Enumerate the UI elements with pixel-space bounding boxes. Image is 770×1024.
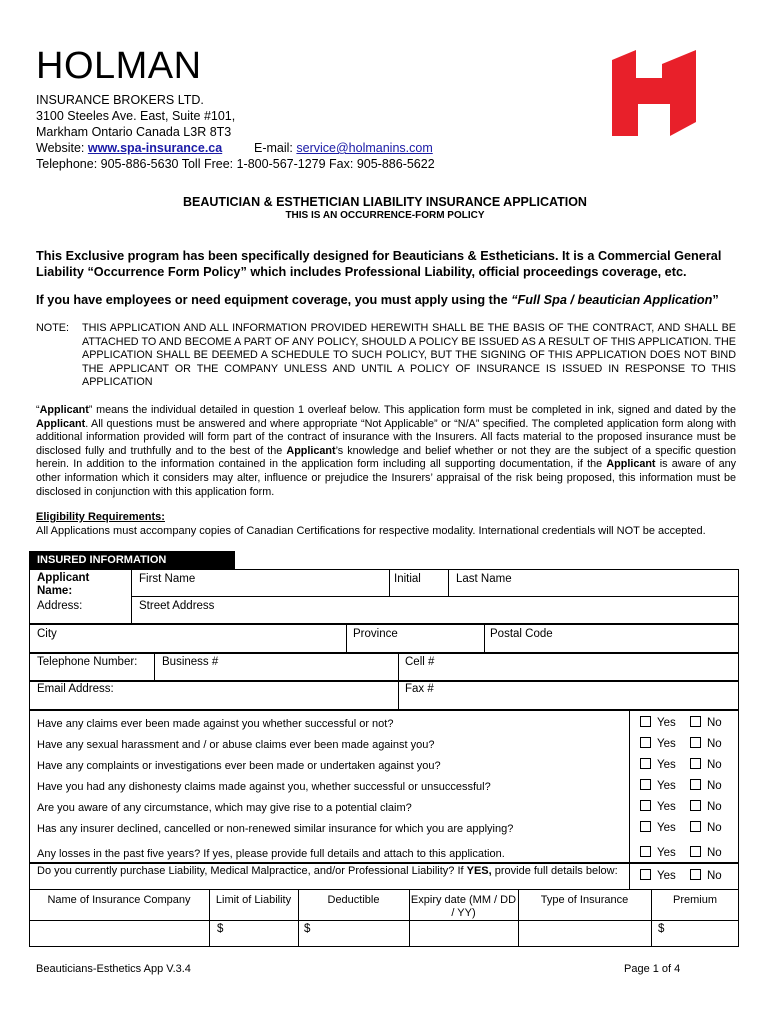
col-deductible-header: Deductible xyxy=(327,894,380,906)
limit-currency: $ xyxy=(217,923,224,935)
checkbox-icon xyxy=(690,846,701,857)
def-bold: Applicant xyxy=(39,404,89,416)
no-checkbox[interactable] xyxy=(690,869,722,882)
intro-employees xyxy=(36,292,736,308)
yes-label: Yes xyxy=(657,759,676,771)
holman-logo-icon xyxy=(612,50,696,136)
def-part: . All questions must be answered and where appropriate “Not Applicable” or “N/A” specified. The completed application form along with additional information provided will form part of the contract of insurance with the Insurers. All facts material to the proposed insurance must be disclosed fully and truthfully and to the best of the xyxy=(36,417,736,457)
intro-paragraph: This Exclusive program has been specifically designed for Beauticians & Estheticians. It is a Commercial General Liability “Occurrence Form Policy” which includes Professional Liability, official proceedings coverage, etc. xyxy=(36,249,722,279)
yes-label: Yes xyxy=(657,780,676,792)
no-label: No xyxy=(707,870,722,882)
def-bold: Applicant xyxy=(286,444,336,457)
current-coverage-text-end: provide full details below: xyxy=(491,865,618,877)
checkbox-icon xyxy=(690,716,701,727)
yes-label: Yes xyxy=(657,801,676,813)
yes-label: Yes xyxy=(657,847,676,859)
deductible-currency: $ xyxy=(304,923,311,935)
yes-checkbox[interactable] xyxy=(640,846,676,859)
street-address-field[interactable]: Street Address xyxy=(139,600,215,612)
checkbox-icon xyxy=(640,821,651,832)
col-company-header: Name of Insurance Company xyxy=(47,894,191,906)
checkbox-icon xyxy=(640,779,651,790)
question-circumstance: Are you aware of any circumstance, which may give rise to a potential claim? xyxy=(37,802,412,814)
question-complaints: Have any complaints or investigations ever been made or undertaken against you? xyxy=(37,760,441,772)
eligibility-heading: Eligibility Requirements: xyxy=(36,511,165,523)
yes-checkbox[interactable] xyxy=(640,869,676,882)
no-checkbox[interactable] xyxy=(690,716,722,729)
contact-line xyxy=(36,140,435,156)
def-part: ” means the individual detailed in question 1 overleaf below. This application form must be completed in ink, signed and dated by the xyxy=(88,404,736,416)
telephone-label: Telephone Number: xyxy=(37,656,138,668)
def-part: ’s knowledge and belief whether or not they are the subject of a specific question herein. In addition to the information contained in the application form including all supporting documentation, if the xyxy=(36,444,736,471)
no-label: No xyxy=(707,738,722,750)
no-label: No xyxy=(707,847,722,859)
footer-version: Beauticians-Esthetics App V.3.4 xyxy=(36,963,191,975)
footer-page-number: Page 1 of 4 xyxy=(624,963,681,975)
current-coverage-yes: YES, xyxy=(466,865,492,877)
checkbox-icon xyxy=(640,800,651,811)
website-link[interactable]: www.spa-insurance.ca xyxy=(87,141,223,155)
yes-label: Yes xyxy=(657,870,676,882)
def-bold: Applicant xyxy=(606,458,656,471)
col-expiry-header: Expiry date (MM / DD / YY) xyxy=(410,894,517,919)
intro-employees-text: If you have employees or need equipment coverage, you must apply using the xyxy=(36,293,512,307)
address-line-2: Markham Ontario Canada L3R 8T3 xyxy=(36,125,232,139)
yes-label: Yes xyxy=(657,717,676,729)
no-label: No xyxy=(707,717,722,729)
form-subtitle: THIS IS AN OCCURRENCE-FORM POLICY xyxy=(285,210,485,221)
checkbox-icon xyxy=(690,800,701,811)
insured-info-heading: INSURED INFORMATION xyxy=(29,551,235,569)
yes-checkbox[interactable] xyxy=(640,716,676,729)
business-phone-field[interactable]: Business # xyxy=(162,656,219,668)
eligibility-text: All Applications must accompany copies of Canadian Certifications for respective modality. International credentials will NOT be accepted. xyxy=(36,525,706,537)
col-type-header: Type of Insurance xyxy=(540,894,629,906)
current-coverage-text: Do you currently purchase Liability, Medical Malpractice, and/or Professional Liability? If xyxy=(37,865,467,877)
checkbox-icon xyxy=(640,846,651,857)
yes-label: Yes xyxy=(657,738,676,750)
cell-phone-field[interactable]: Cell # xyxy=(405,656,435,668)
no-label: No xyxy=(707,759,722,771)
applicant-definition xyxy=(36,404,736,499)
checkbox-icon xyxy=(690,737,701,748)
email-row xyxy=(29,681,739,710)
question-dishonesty: Have you had any dishonesty claims made against you, whether successful or unsuccessful? xyxy=(37,781,491,793)
postal-code-field[interactable]: Postal Code xyxy=(490,628,553,640)
applicant-name-label: Applicant Name: xyxy=(37,572,90,597)
brand-name: HOLMAN xyxy=(36,45,202,87)
city-field[interactable]: City xyxy=(37,628,57,640)
no-checkbox[interactable] xyxy=(690,779,722,792)
yes-checkbox[interactable] xyxy=(640,821,676,834)
no-label: No xyxy=(707,801,722,813)
no-label: No xyxy=(707,780,722,792)
no-checkbox[interactable] xyxy=(690,737,722,750)
def-part: “ xyxy=(36,404,40,416)
full-spa-application-ref: “Full Spa / beautician Application xyxy=(511,293,713,307)
initial-field[interactable]: Initial xyxy=(394,573,421,585)
last-name-field[interactable]: Last Name xyxy=(456,573,512,585)
first-name-field[interactable]: First Name xyxy=(139,573,196,585)
checkbox-icon xyxy=(640,737,651,748)
col-limit-header: Limit of Liability xyxy=(215,894,292,906)
phone-line: Telephone: 905-886-5630 Toll Free: 1-800-567-1279 Fax: 905-886-5622 xyxy=(36,157,435,171)
note-label: NOTE: xyxy=(36,322,69,334)
email-link[interactable]: service@holmanins.com xyxy=(296,141,433,155)
question-past-losses: Any losses in the past five years? If yes, please provide full details and attach to this application. xyxy=(37,848,505,860)
no-checkbox[interactable] xyxy=(690,846,722,859)
yes-checkbox[interactable] xyxy=(640,779,676,792)
form-title: BEAUTICIAN & ESTHETICIAN LIABILITY INSURANCE APPLICATION xyxy=(183,195,587,209)
company-address xyxy=(36,92,435,172)
email-field[interactable]: Email Address: xyxy=(37,683,114,695)
intro-employees-end: ” xyxy=(712,293,719,307)
checkbox-icon xyxy=(690,869,701,880)
yes-checkbox[interactable] xyxy=(640,800,676,813)
yes-checkbox[interactable] xyxy=(640,737,676,750)
no-checkbox[interactable] xyxy=(690,800,722,813)
question-prior-claims: Have any claims ever been made against you whether successful or not? xyxy=(37,718,394,730)
no-checkbox[interactable] xyxy=(690,758,722,771)
question-insurer-declined: Has any insurer declined, cancelled or non-renewed similar insurance for which you are applying? xyxy=(37,823,514,835)
checkbox-icon xyxy=(690,821,701,832)
checkbox-icon xyxy=(640,716,651,727)
yes-label: Yes xyxy=(657,822,676,834)
checkbox-icon xyxy=(640,869,651,880)
premium-currency: $ xyxy=(658,923,665,935)
address-label: Address: xyxy=(37,600,83,612)
question-current-coverage xyxy=(37,865,625,878)
def-bold: Applicant xyxy=(36,417,86,430)
checkbox-icon xyxy=(690,779,701,790)
email-label: E-mail: xyxy=(254,141,293,155)
def-part: is aware of any other information which it considers may alter, influence or prejudice the Insurers’ appraisal of the risk being proposed, this information must be disclosed in conjunction with this application form. xyxy=(36,458,736,498)
col-premium-header: Premium xyxy=(672,894,717,906)
company-name: INSURANCE BROKERS LTD. xyxy=(36,93,204,107)
fax-field[interactable]: Fax # xyxy=(405,683,434,695)
no-label: No xyxy=(707,822,722,834)
province-field[interactable]: Province xyxy=(353,628,398,640)
website-label: Website: xyxy=(36,141,85,155)
no-checkbox[interactable] xyxy=(690,821,722,834)
address-line-1: 3100 Steeles Ave. East, Suite #101, xyxy=(36,109,236,123)
yes-checkbox[interactable] xyxy=(640,758,676,771)
question-harassment: Have any sexual harassment and / or abuse claims ever been made against you? xyxy=(37,739,435,751)
note-text: THIS APPLICATION AND ALL INFORMATION PROVIDED HEREWITH SHALL BE THE BASIS OF THE CONTRACT, AND SHALL BE ATTACHED TO AND BECOME A PART OF ANY POLICY, SHOULD A POLICY BE ISSUED AS A RESULT OF THIS APPLICATION. THE APPLICATION SHALL BE DEEMED A SCHEDULE TO SUCH POLICY, BUT THE SIGNING OF THIS APPLICATION DOES NOT BIND THE APPLICANT OR THE COMPANY UNLESS AND UNTIL A POLICY OF INSURANCE IS ISSUED IN RESPONSE TO THIS APPLICATION xyxy=(82,322,736,389)
checkbox-icon xyxy=(690,758,701,769)
checkbox-icon xyxy=(640,758,651,769)
